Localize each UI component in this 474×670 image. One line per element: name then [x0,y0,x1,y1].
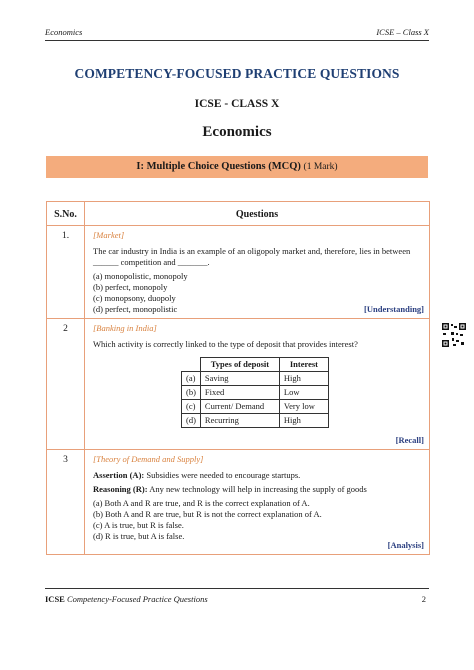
cognitive-level-tag: [Recall] [395,435,424,445]
question-text: The car industry in India is an example of an oligopoly market and, therefore, lies in between ______ competition and _______. [93,246,411,267]
question-number: 3 [47,450,85,554]
running-header-left: Economics [45,27,83,37]
question-topic: [Banking in India] [93,323,157,333]
cognitive-level-tag: [Understanding] [364,304,424,314]
interest-level: High [279,414,328,428]
interest-level: High [279,372,328,386]
header-rule [45,40,429,41]
question-row-1 [47,225,429,318]
question-row-2 [47,318,429,449]
question-topic: [Market] [93,230,125,240]
interest-level: Low [279,386,328,400]
assertion-text: Subsidies were needed to encourage startups. [146,470,301,480]
question-topic: [Theory of Demand and Supply] [93,454,204,464]
interest-level: Very low [279,400,328,414]
questions-column-header: Questions [235,209,279,220]
deposit-type: Recurring [200,414,279,428]
question-text: Which activity is correctly linked to the type of deposit that provides interest? [93,339,358,349]
deposit-table [181,357,329,428]
running-header-right: ICSE – Class X [376,27,429,37]
question-row-3 [47,449,429,554]
table-row [182,400,329,414]
option-d: (d) perfect, monopolistic [93,304,178,314]
footer-brand: ICSE [45,594,65,604]
section-marks: (1 Mark) [303,162,338,172]
table-row [182,386,329,400]
reasoning-text: Any new technology will help in increasing the supply of goods [149,484,367,494]
deposit-type-header: Types of deposit [200,358,279,372]
subject-heading: Economics [202,124,272,140]
qr-code-icon [441,322,467,348]
assertion [93,470,424,481]
cognitive-level-tag: [Analysis] [387,540,424,550]
questions-table [46,201,430,555]
option-c: (c) A is true, but R is false. [93,520,184,530]
deposit-type: Saving [200,372,279,386]
question-number: 2 [47,319,85,449]
option-c: (c) monopsony, duopoly [93,293,176,303]
footer-rule [45,588,429,589]
option-letter: (b) [182,386,201,400]
question-number: 1. [47,226,85,318]
section-banner [46,156,428,178]
table-row [182,372,329,386]
option-b: (b) Both A and R are true, but R is not the correct explanation of A. [93,509,322,519]
option-letter: (a) [182,372,201,386]
option-b: (b) perfect, monopoly [93,282,168,292]
page-number: 2 [421,594,426,604]
interest-header: Interest [279,358,328,372]
reasoning-label: Reasoning (R): [93,484,148,494]
assertion-label: Assertion (A): [93,470,145,480]
option-a: (a) monopolistic, monopoly [93,271,188,281]
deposit-type: Fixed [200,386,279,400]
option-a: (a) Both A and R are true, and R is the correct explanation of A. [93,498,310,508]
footer-text: Competency-Focused Practice Questions [66,594,208,604]
page-title: COMPETENCY-FOCUSED PRACTICE QUESTIONS [74,66,400,81]
sno-column-header: S.No. [47,202,85,225]
option-letter: (d) [182,414,201,428]
option-d: (d) R is true, but A is false. [93,531,185,541]
footer-title [45,594,208,604]
table-row [182,414,329,428]
class-subtitle: ICSE - CLASS X [194,98,280,110]
deposit-type: Current/ Demand [200,400,279,414]
table-header-row [47,202,429,225]
section-label: I: Multiple Choice Questions (MCQ) [136,161,301,172]
reasoning [93,484,424,495]
option-letter: (c) [182,400,201,414]
